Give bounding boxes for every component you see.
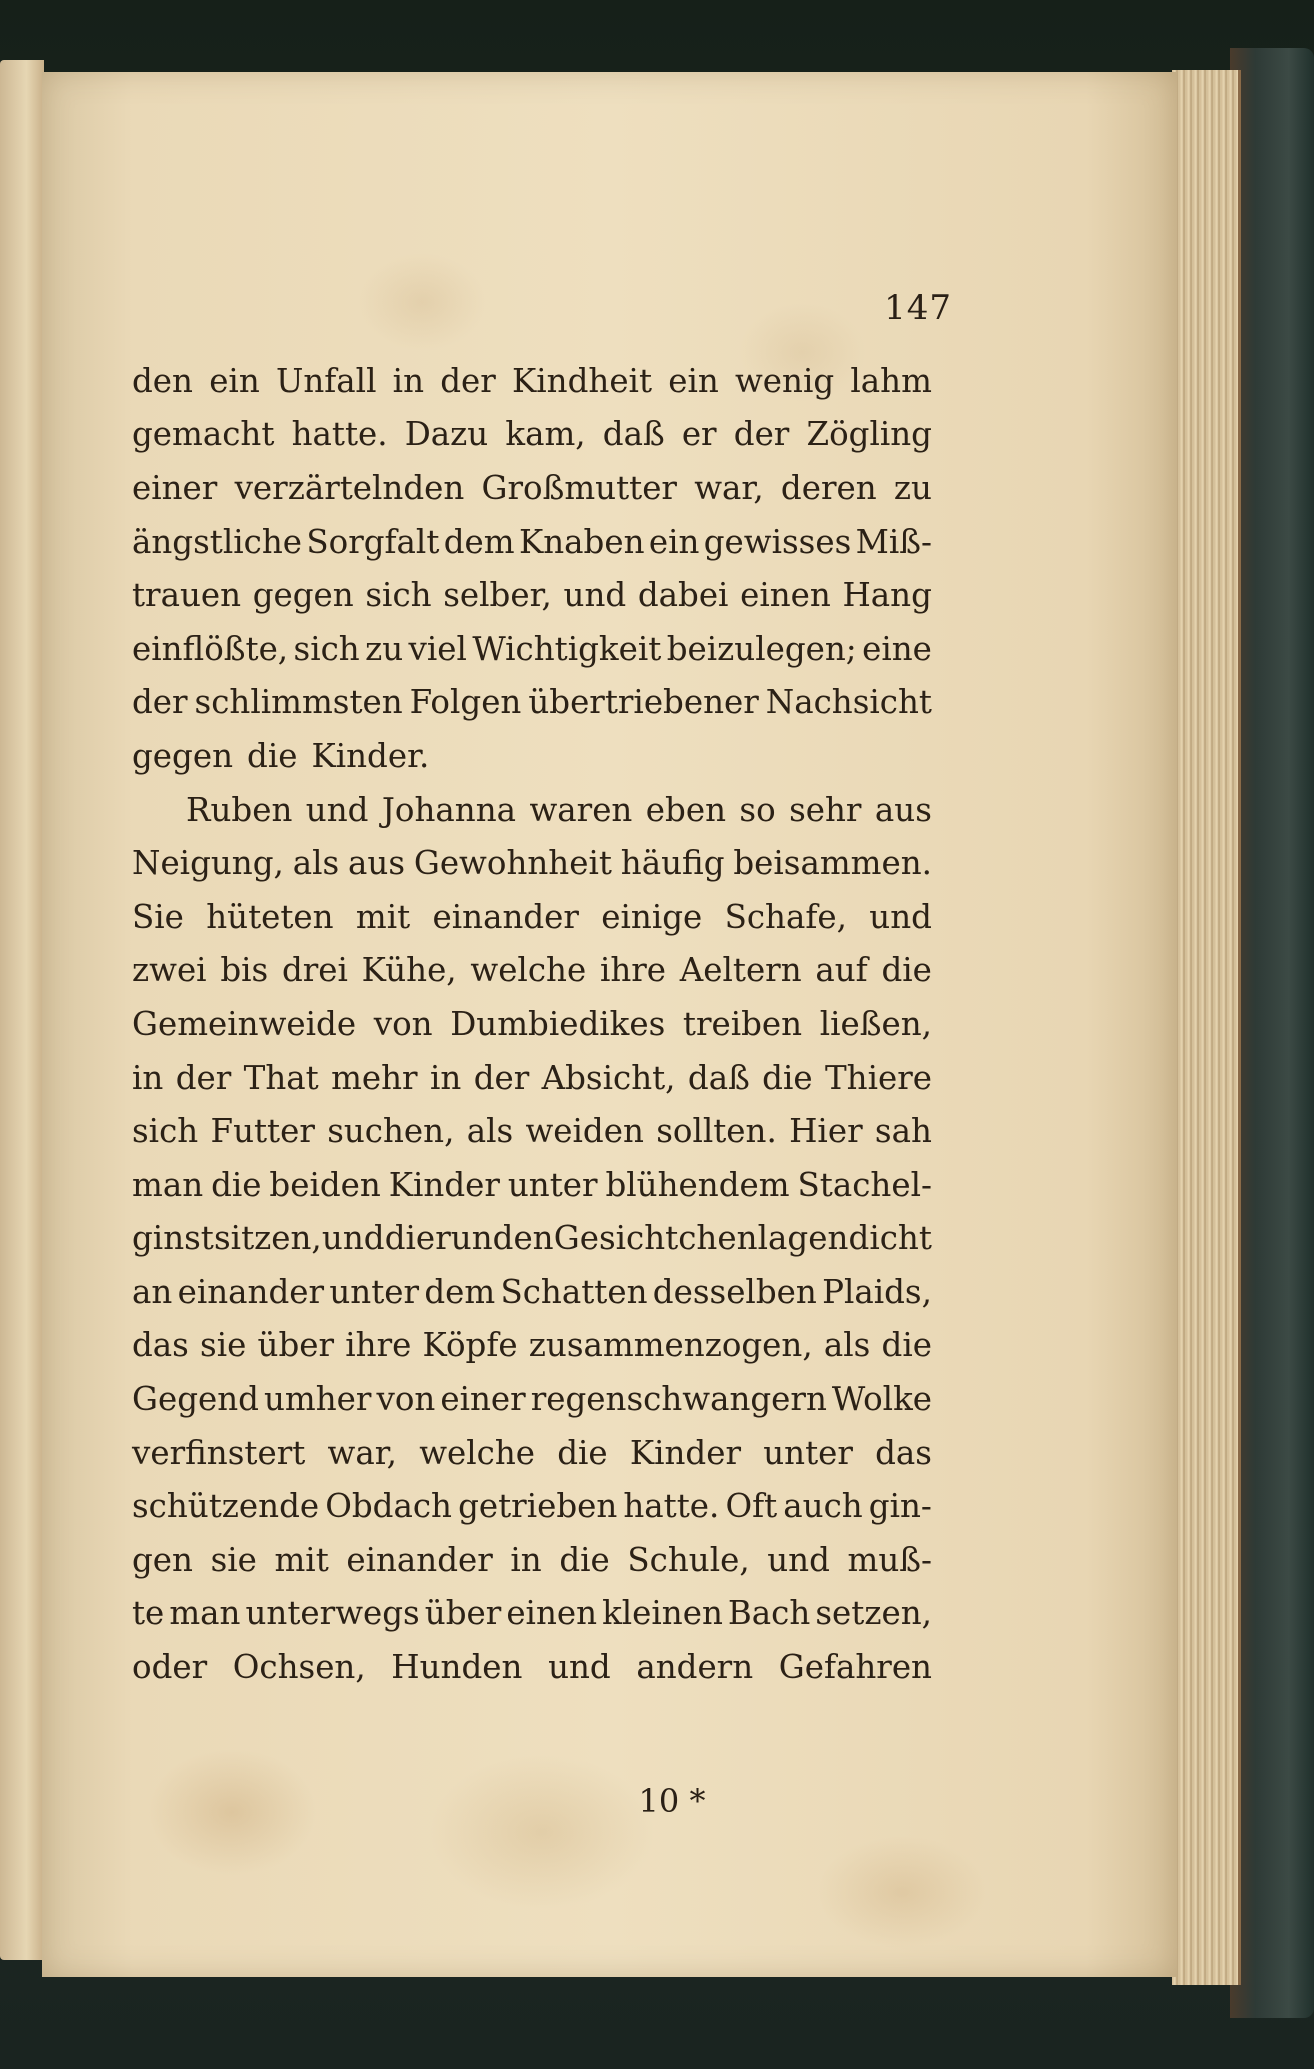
- word: die: [559, 1540, 610, 1579]
- word: einer: [440, 1380, 526, 1419]
- text-line: [132, 944, 932, 998]
- word: beiden: [269, 1165, 381, 1204]
- word: Miß-: [855, 522, 932, 561]
- word: sich: [293, 629, 360, 668]
- word: einen: [740, 576, 831, 615]
- word: beisammen.: [733, 844, 932, 883]
- word: zusammenzogen,: [528, 1326, 813, 1365]
- word: sehr: [789, 790, 862, 829]
- book-page: [42, 72, 1177, 1977]
- word: dem: [443, 522, 515, 561]
- word: gegen: [132, 736, 234, 775]
- word: von: [376, 1380, 436, 1419]
- word: das: [875, 1433, 932, 1472]
- word: aus: [874, 790, 932, 829]
- word: Gemeinweide: [132, 1004, 357, 1043]
- word: Gefahren: [778, 1648, 932, 1687]
- word: Kindheit: [511, 361, 653, 400]
- word: ihre: [599, 951, 667, 990]
- signature-mark: 10 *: [638, 1782, 706, 1820]
- word: als: [292, 844, 340, 883]
- word: Gegend: [132, 1380, 259, 1419]
- word: eben: [645, 790, 726, 829]
- word: die: [211, 1165, 262, 1204]
- word: das: [132, 1326, 189, 1365]
- word: Ruben: [186, 790, 293, 829]
- word: Schule,: [627, 1540, 750, 1579]
- word: ein: [209, 361, 260, 400]
- word: der: [175, 1058, 232, 1097]
- text-line: [132, 1212, 932, 1266]
- word: Dumbiedikes: [450, 1004, 666, 1043]
- word: als: [466, 1112, 514, 1151]
- word: der: [733, 415, 790, 454]
- word: als: [823, 1326, 871, 1365]
- text-line: [132, 568, 932, 622]
- word: hüteten: [206, 897, 334, 936]
- word: Wichtigkeit: [472, 629, 662, 668]
- word: einen: [506, 1594, 598, 1633]
- word: gewisses: [703, 522, 852, 561]
- word: daß: [687, 1058, 750, 1097]
- word: und: [548, 1648, 611, 1687]
- text-line: [132, 1051, 932, 1105]
- word: übertriebener: [528, 683, 759, 722]
- text-line: [132, 1533, 932, 1587]
- word: kleinen: [602, 1594, 723, 1633]
- word: kam,: [505, 415, 586, 454]
- word: andern: [636, 1648, 754, 1687]
- word: unterwegs: [245, 1594, 420, 1633]
- word: Großmutter: [481, 468, 677, 507]
- word: die: [881, 1326, 932, 1365]
- word: Stachel-: [797, 1165, 932, 1204]
- word: Hier: [789, 1112, 863, 1151]
- word: gen: [132, 1540, 193, 1579]
- word: lagen: [757, 1219, 849, 1258]
- word: aus: [348, 844, 406, 883]
- word: mit: [355, 897, 411, 936]
- word: Wolke: [831, 1380, 932, 1419]
- word: schützende: [132, 1487, 320, 1526]
- word: Absicht,: [541, 1058, 676, 1097]
- word: gegen: [252, 576, 354, 615]
- word: mit: [274, 1540, 329, 1579]
- word: dicht: [848, 1219, 932, 1258]
- word: über: [257, 1326, 335, 1365]
- word: Oft: [725, 1487, 778, 1526]
- word: einander: [346, 1540, 493, 1579]
- word: welche: [470, 951, 587, 990]
- word: Schafe,: [724, 897, 847, 936]
- word: waren: [529, 790, 633, 829]
- word: schlimmsten: [194, 683, 403, 722]
- word: Unfall: [275, 361, 377, 400]
- word: runden: [435, 1219, 554, 1258]
- word: wenig: [734, 361, 835, 400]
- word: Kühe,: [361, 951, 457, 990]
- word: unter: [763, 1433, 853, 1472]
- word: blühendem: [605, 1165, 790, 1204]
- word: er: [681, 415, 717, 454]
- word: deren: [780, 468, 877, 507]
- word: welche: [419, 1433, 536, 1472]
- text-line: [132, 354, 932, 408]
- word: dabei: [637, 576, 729, 615]
- text-line: [132, 1372, 932, 1426]
- text-line: [132, 1104, 932, 1158]
- word: sich: [365, 576, 432, 615]
- word: Folgen: [409, 683, 522, 722]
- word: von: [373, 1004, 433, 1043]
- word: Hunden: [391, 1648, 523, 1687]
- word: desselben: [652, 1272, 817, 1311]
- text-line: [132, 622, 932, 676]
- word: und: [321, 1219, 385, 1258]
- word: Köpfe: [422, 1326, 518, 1365]
- word: ein: [648, 522, 700, 561]
- word: und: [563, 576, 627, 615]
- book-cover-edge: [1230, 48, 1314, 2018]
- word: muß-: [847, 1540, 932, 1579]
- word: verzärtelnden: [234, 468, 465, 507]
- word: den: [132, 361, 193, 400]
- word: einer: [132, 468, 218, 507]
- word: eine: [862, 629, 932, 668]
- text-line: [132, 836, 932, 890]
- word: lahm: [850, 361, 932, 400]
- word: und: [767, 1540, 830, 1579]
- word: regenschwangern: [530, 1380, 827, 1419]
- word: weiden: [525, 1112, 644, 1151]
- word: einflößte,: [132, 629, 289, 668]
- word: Sorgfalt: [306, 522, 440, 561]
- word: die: [762, 1058, 813, 1097]
- text-line: [132, 1426, 932, 1480]
- word: und: [305, 790, 369, 829]
- word: Gewohnheit: [413, 844, 612, 883]
- word: der: [132, 683, 188, 722]
- word: Zögling: [806, 415, 932, 454]
- word: sie: [200, 1326, 247, 1365]
- page-number: 147: [884, 288, 952, 328]
- word: viel: [408, 629, 467, 668]
- word: Knaben: [518, 522, 645, 561]
- word: Dazu: [404, 415, 489, 454]
- text-line: [132, 408, 932, 462]
- word: in: [510, 1540, 542, 1579]
- word: auch: [783, 1487, 863, 1526]
- word: Aeltern: [679, 951, 802, 990]
- word: die: [881, 951, 932, 990]
- word: man: [169, 1594, 241, 1633]
- word: daß: [602, 415, 665, 454]
- word: der: [440, 361, 496, 400]
- text-line: [132, 1479, 932, 1533]
- word: die: [557, 1433, 608, 1472]
- word: Thiere: [824, 1058, 932, 1097]
- word: die: [384, 1219, 436, 1258]
- word: oder: [132, 1648, 208, 1687]
- text-line: [132, 1640, 932, 1694]
- word: beizulegen;: [666, 629, 857, 668]
- text-line: [132, 1319, 932, 1373]
- word: Kinder.: [311, 736, 430, 775]
- word: Kinder: [388, 1165, 500, 1204]
- text-line: [132, 676, 932, 730]
- word: ängstliche: [132, 522, 303, 561]
- word: te: [132, 1594, 165, 1633]
- word: einander: [177, 1272, 325, 1311]
- word: war,: [694, 468, 764, 507]
- word: zu: [893, 468, 932, 507]
- text-line: [132, 461, 932, 515]
- word: so: [739, 790, 776, 829]
- binding-gutter: [0, 60, 44, 1960]
- word: unter: [507, 1165, 598, 1204]
- word: einige: [601, 897, 703, 936]
- word: an: [132, 1272, 173, 1311]
- word: sie: [210, 1540, 257, 1579]
- word: man: [132, 1165, 204, 1204]
- word: umher: [264, 1380, 372, 1419]
- word: Bach: [727, 1594, 811, 1633]
- word: war,: [327, 1433, 397, 1472]
- word: mehr: [331, 1058, 418, 1097]
- text-line: [132, 1265, 932, 1319]
- word: Kinder: [629, 1433, 742, 1472]
- word: gemacht: [132, 415, 275, 454]
- word: die: [247, 736, 298, 775]
- word: selber,: [443, 576, 552, 615]
- text-line: [132, 1587, 932, 1641]
- word: trauen: [132, 576, 242, 615]
- word: Obdach: [325, 1487, 452, 1526]
- word: dem: [424, 1272, 496, 1311]
- word: und: [869, 897, 932, 936]
- word: ließen,: [819, 1004, 932, 1043]
- word: unter: [329, 1272, 420, 1311]
- word: zwei: [132, 951, 207, 990]
- word: Neigung,: [132, 844, 284, 883]
- word: verfinstert: [132, 1433, 306, 1472]
- word: Futter: [210, 1112, 315, 1151]
- word: getrieben: [458, 1487, 618, 1526]
- word: sitzen,: [214, 1219, 322, 1258]
- word: drei: [281, 951, 348, 990]
- word: Johanna: [381, 790, 517, 829]
- word: über: [424, 1594, 502, 1633]
- word: hatte.: [291, 415, 388, 454]
- page-edges: [1172, 70, 1241, 1985]
- word: Nachsicht: [765, 683, 932, 722]
- word: einander: [432, 897, 579, 936]
- word: treiben: [682, 1004, 803, 1043]
- word: suchen,: [327, 1112, 455, 1151]
- text-line: [132, 783, 932, 837]
- text-block: [132, 354, 932, 1694]
- word: zu: [365, 629, 404, 668]
- word: bis: [220, 951, 269, 990]
- word: auf: [815, 951, 868, 990]
- word: der: [473, 1058, 530, 1097]
- word: Hang: [842, 576, 932, 615]
- text-line: [132, 997, 932, 1051]
- word: in: [429, 1058, 462, 1097]
- text-line: [132, 729, 932, 783]
- word: hatte.: [623, 1487, 720, 1526]
- word: sah: [874, 1112, 932, 1151]
- word: ginst: [132, 1219, 214, 1258]
- word: Ochsen,: [232, 1648, 366, 1687]
- word: That: [243, 1058, 319, 1097]
- word: Sie: [132, 897, 184, 936]
- word: Schatten: [500, 1272, 648, 1311]
- word: setzen,: [815, 1594, 932, 1633]
- word: sich: [132, 1112, 199, 1151]
- text-line: [132, 1158, 932, 1212]
- word: in: [392, 361, 424, 400]
- text-line: [132, 890, 932, 944]
- word: ein: [668, 361, 719, 400]
- word: häufig: [620, 844, 725, 883]
- word: in: [132, 1058, 164, 1097]
- text-line: [132, 515, 932, 569]
- word: sollten.: [656, 1112, 777, 1151]
- word: ihre: [345, 1326, 412, 1365]
- word: Gesichtchen: [553, 1219, 758, 1258]
- word: Plaids,: [822, 1272, 932, 1311]
- word: gin-: [868, 1487, 932, 1526]
